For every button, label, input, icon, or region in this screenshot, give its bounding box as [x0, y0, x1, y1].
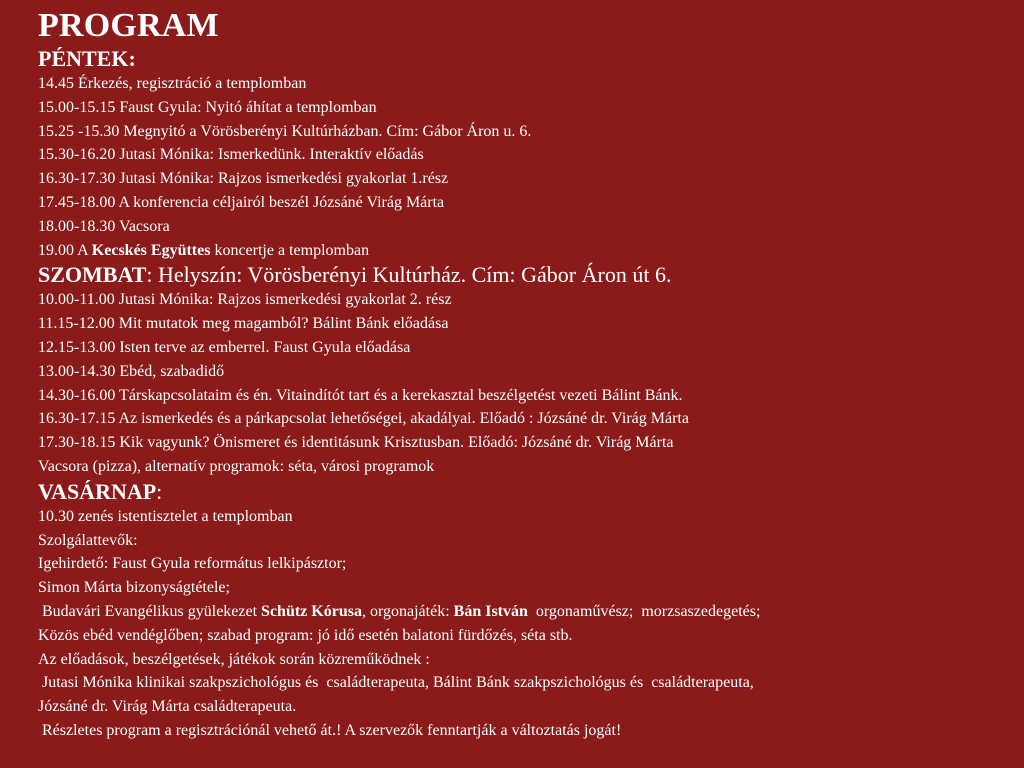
friday-concert-item — [38, 239, 1004, 263]
friday-item: 18.00-18.30 Vacsora — [38, 217, 170, 235]
organist-name: Bán István — [453, 602, 528, 620]
concert-ensemble: Kecskés Együttes — [91, 241, 211, 259]
choir-part-3: orgonaművész; morzsaszedegetés; — [527, 602, 761, 620]
saturday-heading — [38, 262, 1004, 288]
sunday-day-label: VASÁRNAP — [38, 478, 157, 504]
saturday-day-label: SZOMBAT — [38, 262, 147, 288]
sunday-item: Közös ebéd vendéglőben; szabad program: jó idő esetén balatoni fürdőzés, séta stb. — [38, 626, 573, 644]
friday-day-label: PÉNTEK: — [38, 46, 136, 71]
saturday-item: 10.00-11.00 Jutasi Mónika: Rajzos ismerkedési gyakorlat 2. rész — [38, 291, 452, 309]
friday-item: 14.45 Érkezés, regisztráció a templomban — [38, 75, 307, 92]
sunday-heading — [38, 479, 1004, 505]
sunday-item: Szolgálattevők: — [38, 531, 138, 549]
page-title: PROGRAM — [38, 7, 219, 44]
saturday-item: 13.00-14.30 Ebéd, szabadidő — [38, 362, 225, 380]
friday-item: 15.00-15.15 Faust Gyula: Nyitó áhítat a templomban — [38, 98, 377, 116]
sunday-choir-item — [38, 600, 1004, 624]
sunday-item: Az előadások, beszélgetések, játékok során közreműködnek : — [38, 650, 430, 668]
saturday-item: 16.30-17.15 Az ismerkedés és a párkapcsolat lehetőségei, akadályai. Előadó : Józsáné dr. Virág Márta — [38, 410, 689, 428]
saturday-item: 11.15-12.00 Mit mutatok meg magamból? Bálint Bánk előadása — [38, 315, 449, 333]
concert-suffix: koncertje a templomban — [210, 241, 370, 259]
friday-item: 15.25 -15.30 Megnyitó a Vörösberényi Kultúrházban. Cím: Gábor Áron u. 6. — [38, 122, 532, 140]
friday-heading — [38, 46, 1004, 72]
sunday-item: Józsáné dr. Virág Márta családterapeuta. — [38, 698, 297, 716]
sunday-item: Jutasi Mónika klinikai szakpszichológus és családterapeuta, Bálint Bánk szakpszichológus és családterapeuta, — [38, 674, 754, 692]
choir-name: Schütz Kórusa — [261, 602, 362, 620]
choir-part-1: Budavári Evangélikus gyülekezet — [38, 602, 262, 620]
saturday-item: 14.30-16.00 Társkapcsolataim és én. Vitaindítót tart és a kerekasztal beszélgetést vezeti Bálint Bánk. — [38, 386, 683, 404]
sunday-item: Simon Márta bizonyságtétele; — [38, 579, 230, 597]
saturday-item: Vacsora (pizza), alternatív programok: séta, városi programok — [38, 457, 435, 475]
saturday-item: 17.30-18.15 Kik vagyunk? Önismeret és identitásunk Krisztusban. Előadó: Józsáné dr. Virág Márta — [38, 434, 674, 452]
friday-item: 15.30-16.20 Jutasi Mónika: Ismerkedünk. Interaktív előadás — [38, 146, 424, 164]
saturday-location: : Helyszín: Vörösberényi Kultúrház. Cím: Gábor Áron út 6. — [146, 262, 672, 288]
friday-item: 17.45-18.00 A konferencia céljairól beszél Józsáné Virág Márta — [38, 193, 445, 211]
concert-prefix: 19.00 A — [38, 241, 92, 259]
sunday-item: 10.30 zenés istentisztelet a templomban — [38, 507, 293, 525]
choir-part-2: , orgonajáték: — [361, 602, 454, 620]
sunday-item: Részletes program a regisztrációnál vehető át.! A szervezők fenntartják a változtatás jogát! — [38, 721, 622, 739]
sunday-item: Igehirdető: Faust Gyula református lelkipásztor; — [38, 555, 347, 573]
saturday-item: 12.15-13.00 Isten terve az emberrel. Faust Gyula előadása — [38, 338, 411, 356]
sunday-colon: : — [156, 478, 163, 504]
friday-item: 16.30-17.30 Jutasi Mónika: Rajzos ismerkedési gyakorlat 1.rész — [38, 170, 449, 188]
